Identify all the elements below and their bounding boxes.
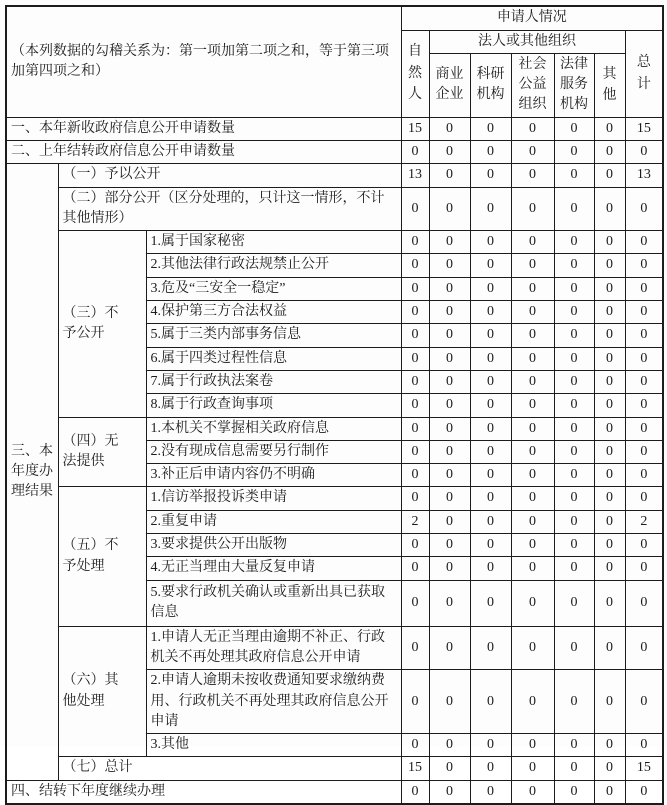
value-cell: 0: [429, 231, 470, 254]
value-cell: 0: [554, 780, 594, 804]
value-cell: 0: [470, 324, 511, 347]
value-cell: 0: [429, 780, 470, 804]
row-carried-over-applications: [6, 140, 663, 163]
value-cell: 0: [429, 140, 470, 163]
value-cell: 0: [401, 394, 429, 417]
value-cell: 0: [594, 140, 625, 163]
value-cell: 0: [625, 626, 663, 670]
row-label: 四、结转下年度继续办理: [6, 780, 401, 804]
value-cell: 0: [429, 734, 470, 757]
item-label: 3.其他: [146, 734, 401, 757]
value-cell: 0: [511, 277, 554, 300]
value-cell: 15: [401, 117, 429, 140]
group-unable-to-provide-label: [58, 417, 146, 487]
value-cell: 0: [429, 254, 470, 277]
group-unable-to-provide-label-text: （四）无法提供: [62, 433, 119, 469]
value-cell: 0: [401, 187, 429, 231]
value-cell: 0: [470, 370, 511, 393]
value-cell: 0: [594, 510, 625, 533]
item-label: 2.没有现成信息需要另行制作: [146, 440, 401, 463]
value-cell: 0: [554, 347, 594, 370]
value-cell: 0: [554, 626, 594, 670]
value-cell: 0: [554, 187, 594, 231]
value-cell: 0: [554, 324, 594, 347]
header-research-institution: 科研机构: [470, 53, 511, 117]
group-label: （二）部分公开（区分处理的，只计这一情形，不计其他情形）: [58, 187, 401, 231]
item-label: 1.属于国家秘密: [146, 231, 401, 254]
item-label: 1.本机关不掌握相关政府信息: [146, 417, 401, 440]
header-natural-person-label: 自然人: [408, 44, 423, 103]
value-cell: 0: [511, 534, 554, 557]
value-cell: 0: [429, 370, 470, 393]
value-cell: 2: [625, 510, 663, 533]
value-cell: 0: [429, 487, 470, 510]
value-cell: 0: [470, 734, 511, 757]
value-cell: 15: [401, 757, 429, 780]
value-cell: 0: [594, 440, 625, 463]
value-cell: 0: [470, 254, 511, 277]
value-cell: 0: [429, 464, 470, 487]
value-cell: 0: [554, 464, 594, 487]
value-cell: 0: [625, 347, 663, 370]
value-cell: 0: [511, 417, 554, 440]
value-cell: 0: [429, 440, 470, 463]
value-cell: 0: [554, 670, 594, 734]
row-partially-public: [6, 187, 663, 231]
value-cell: 0: [401, 277, 429, 300]
value-cell: 0: [625, 464, 663, 487]
value-cell: 0: [470, 626, 511, 670]
value-cell: 0: [625, 254, 663, 277]
value-cell: 0: [625, 394, 663, 417]
item-label: 7.属于行政执法案卷: [146, 370, 401, 393]
value-cell: 13: [401, 164, 429, 187]
header-legal-or-other-org: 法人或其他组织: [429, 30, 625, 53]
value-cell: 0: [401, 301, 429, 324]
group-label: （七）总计: [58, 757, 401, 780]
value-cell: 0: [594, 254, 625, 277]
row-not-public-item: [6, 231, 663, 254]
group-not-public-label-text: （三）不予公开: [62, 305, 119, 341]
value-cell: 0: [594, 557, 625, 580]
value-cell: 0: [594, 301, 625, 324]
value-cell: 0: [554, 370, 594, 393]
value-cell: 0: [511, 370, 554, 393]
item-label: 2.重复申请: [146, 510, 401, 533]
item-label: 6.属于四类过程性信息: [146, 347, 401, 370]
value-cell: 0: [511, 734, 554, 757]
value-cell: 13: [625, 164, 663, 187]
value-cell: 0: [554, 580, 594, 626]
value-cell: 0: [625, 417, 663, 440]
value-cell: 0: [511, 164, 554, 187]
header-social-welfare-org: 社会公益组织: [511, 53, 554, 117]
row-label: 二、上年结转政府信息公开申请数量: [6, 140, 401, 163]
value-cell: 0: [429, 580, 470, 626]
value-cell: 0: [401, 580, 429, 626]
value-cell: 0: [401, 231, 429, 254]
item-label: 2.申请人逾期未按收费通知要求缴纳费用、行政机关不再处理其政府信息公开申请: [146, 670, 401, 734]
value-cell: 0: [429, 324, 470, 347]
item-label: 1.申请人无正当理由逾期不补正、行政机关不再处理其政府信息公开申请: [146, 626, 401, 670]
value-cell: 0: [429, 534, 470, 557]
row-section3-total: [6, 757, 663, 780]
value-cell: 0: [470, 117, 511, 140]
row-unable-to-provide-item: [6, 417, 663, 440]
value-cell: 0: [511, 187, 554, 231]
value-cell: 0: [594, 277, 625, 300]
value-cell: 0: [429, 277, 470, 300]
value-cell: 0: [511, 464, 554, 487]
value-cell: 0: [429, 670, 470, 734]
value-cell: 0: [554, 734, 594, 757]
value-cell: 0: [554, 140, 594, 163]
value-cell: 0: [625, 580, 663, 626]
item-label: 2.其他法律行政法规禁止公开: [146, 254, 401, 277]
value-cell: 0: [594, 187, 625, 231]
value-cell: 0: [470, 301, 511, 324]
header-natural-person: [401, 30, 429, 117]
value-cell: 0: [401, 370, 429, 393]
value-cell: 0: [401, 534, 429, 557]
value-cell: 0: [554, 440, 594, 463]
value-cell: 0: [470, 277, 511, 300]
value-cell: 0: [594, 757, 625, 780]
value-cell: 0: [470, 231, 511, 254]
value-cell: 0: [625, 324, 663, 347]
header-applicant-status: 申请人情况: [401, 6, 663, 30]
value-cell: 0: [594, 370, 625, 393]
value-cell: 0: [625, 534, 663, 557]
row-label: 一、本年新收政府信息公开申请数量: [6, 117, 401, 140]
header-commercial-enterprise: 商业企业: [429, 53, 470, 117]
value-cell: 0: [511, 580, 554, 626]
value-cell: 0: [625, 487, 663, 510]
value-cell: 0: [511, 254, 554, 277]
value-cell: 0: [554, 231, 594, 254]
value-cell: 0: [429, 510, 470, 533]
row-new-applications: [6, 117, 663, 140]
item-label: 3.补正后申请内容仍不明确: [146, 464, 401, 487]
header-total-label: 总计: [636, 54, 651, 92]
section3-label: [6, 164, 58, 780]
value-cell: 0: [429, 187, 470, 231]
value-cell: 0: [594, 394, 625, 417]
value-cell: 0: [554, 164, 594, 187]
value-cell: 0: [470, 347, 511, 370]
value-cell: 0: [554, 557, 594, 580]
item-label: 5.要求行政机关确认或重新出具已获取信息: [146, 580, 401, 626]
value-cell: 0: [625, 670, 663, 734]
reconciliation-note: （本列数据的勾稽关系为：第一项加第二项之和，等于第三项加第四项之和）: [6, 6, 401, 117]
value-cell: 0: [470, 580, 511, 626]
value-cell: 0: [401, 324, 429, 347]
value-cell: 0: [625, 187, 663, 231]
group-not-processed-label: [58, 487, 146, 626]
value-cell: 0: [429, 757, 470, 780]
value-cell: 0: [625, 557, 663, 580]
value-cell: 0: [470, 487, 511, 510]
value-cell: 0: [511, 347, 554, 370]
value-cell: 0: [554, 757, 594, 780]
value-cell: 0: [429, 301, 470, 324]
value-cell: 0: [470, 464, 511, 487]
value-cell: 0: [625, 440, 663, 463]
value-cell: 0: [625, 370, 663, 393]
value-cell: 0: [470, 417, 511, 440]
value-cell: 0: [470, 187, 511, 231]
value-cell: 0: [554, 277, 594, 300]
value-cell: 0: [554, 394, 594, 417]
value-cell: 0: [594, 780, 625, 804]
item-label: 8.属于行政查询事项: [146, 394, 401, 417]
group-other-handling-label-text: （六）其他处理: [62, 673, 119, 709]
item-label: 4.保护第三方合法权益: [146, 301, 401, 324]
value-cell: 0: [470, 164, 511, 187]
value-cell: 0: [470, 557, 511, 580]
value-cell: 0: [401, 440, 429, 463]
header-other-org: [594, 53, 625, 117]
value-cell: 0: [625, 780, 663, 804]
value-cell: 15: [625, 117, 663, 140]
header-legal-service-org: 法律服务机构: [554, 53, 594, 117]
value-cell: 0: [511, 757, 554, 780]
gov-info-disclosure-application-table: [5, 5, 664, 805]
value-cell: 0: [511, 301, 554, 324]
value-cell: 15: [625, 757, 663, 780]
value-cell: 0: [594, 417, 625, 440]
row-other-handling-item: [6, 626, 663, 670]
row-carried-to-next-year: [6, 780, 663, 804]
value-cell: 0: [554, 534, 594, 557]
value-cell: 0: [401, 626, 429, 670]
value-cell: 0: [511, 780, 554, 804]
value-cell: 0: [511, 487, 554, 510]
group-not-public-label: [58, 231, 146, 417]
value-cell: 0: [470, 440, 511, 463]
value-cell: 0: [429, 347, 470, 370]
value-cell: 0: [401, 734, 429, 757]
value-cell: 0: [470, 670, 511, 734]
value-cell: 0: [625, 231, 663, 254]
value-cell: 0: [511, 117, 554, 140]
value-cell: 0: [401, 347, 429, 370]
section3-label-text: 三、本年度办理结果: [11, 443, 53, 500]
value-cell: 0: [511, 140, 554, 163]
value-cell: 0: [429, 117, 470, 140]
value-cell: 0: [594, 626, 625, 670]
value-cell: 2: [401, 510, 429, 533]
value-cell: 0: [594, 347, 625, 370]
value-cell: 0: [554, 510, 594, 533]
value-cell: 0: [429, 417, 470, 440]
value-cell: 0: [625, 734, 663, 757]
value-cell: 0: [401, 487, 429, 510]
value-cell: 0: [594, 670, 625, 734]
value-cell: 0: [511, 324, 554, 347]
value-cell: 0: [554, 301, 594, 324]
row-not-processed-item: [6, 487, 663, 510]
value-cell: 0: [625, 140, 663, 163]
value-cell: 0: [470, 534, 511, 557]
value-cell: 0: [594, 487, 625, 510]
value-cell: 0: [511, 557, 554, 580]
value-cell: 0: [625, 301, 663, 324]
value-cell: 0: [401, 254, 429, 277]
value-cell: 0: [511, 440, 554, 463]
value-cell: 0: [594, 164, 625, 187]
value-cell: 0: [594, 231, 625, 254]
value-cell: 0: [429, 164, 470, 187]
item-label: 4.无正当理由大量反复申请: [146, 557, 401, 580]
value-cell: 0: [594, 534, 625, 557]
value-cell: 0: [554, 487, 594, 510]
value-cell: 0: [470, 757, 511, 780]
group-other-handling-label: [58, 626, 146, 757]
value-cell: 0: [429, 626, 470, 670]
header-total: [625, 30, 663, 117]
value-cell: 0: [401, 464, 429, 487]
value-cell: 0: [511, 510, 554, 533]
value-cell: 0: [401, 557, 429, 580]
value-cell: 0: [429, 394, 470, 417]
value-cell: 0: [470, 780, 511, 804]
value-cell: 0: [594, 324, 625, 347]
value-cell: 0: [401, 417, 429, 440]
value-cell: 0: [511, 670, 554, 734]
header-other-org-label: 其他: [602, 66, 617, 104]
value-cell: 0: [470, 140, 511, 163]
value-cell: 0: [470, 510, 511, 533]
group-label: （一）予以公开: [58, 164, 401, 187]
value-cell: 0: [594, 734, 625, 757]
row-made-public: [6, 164, 663, 187]
item-label: 1.信访举报投诉类申请: [146, 487, 401, 510]
value-cell: 0: [554, 417, 594, 440]
item-label: 3.要求提供公开出版物: [146, 534, 401, 557]
value-cell: 0: [511, 626, 554, 670]
value-cell: 0: [401, 780, 429, 804]
item-label: 5.属于三类内部事务信息: [146, 324, 401, 347]
value-cell: 0: [594, 117, 625, 140]
value-cell: 0: [554, 117, 594, 140]
value-cell: 0: [429, 557, 470, 580]
value-cell: 0: [594, 464, 625, 487]
value-cell: 0: [401, 670, 429, 734]
value-cell: 0: [511, 394, 554, 417]
group-not-processed-label-text: （五）不予处理: [62, 538, 119, 574]
value-cell: 0: [401, 140, 429, 163]
value-cell: 0: [511, 231, 554, 254]
value-cell: 0: [594, 580, 625, 626]
value-cell: 0: [470, 394, 511, 417]
value-cell: 0: [625, 277, 663, 300]
item-label: 3.危及“三安全一稳定”: [146, 277, 401, 300]
value-cell: 0: [554, 254, 594, 277]
